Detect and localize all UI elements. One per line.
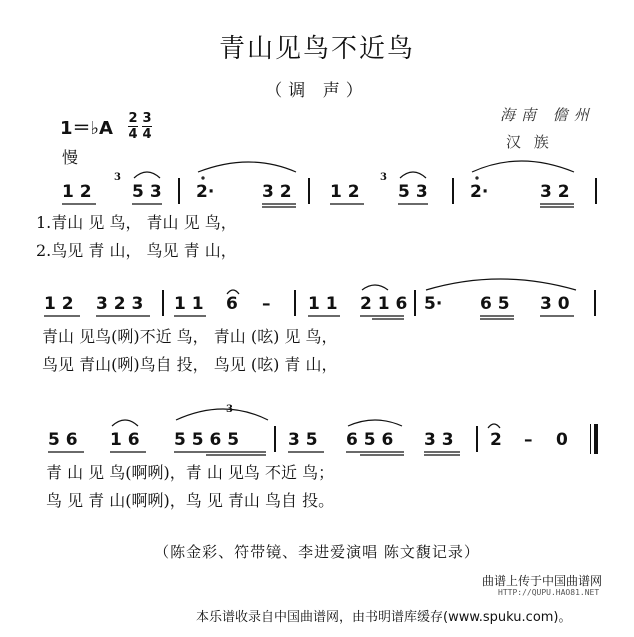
note-group: 3 2: [540, 182, 570, 202]
note-group: 1 2: [330, 182, 360, 202]
note-group: 53: [132, 182, 168, 202]
song-title: 青山见鸟不近鸟: [218, 34, 415, 64]
note-group: –: [524, 430, 533, 450]
note-group: 2: [490, 430, 502, 450]
note-group: 3 3: [424, 430, 454, 450]
lyric-line: 青 山 见 鸟(啊咧)，青 山 见鸟 不近 鸟；: [46, 463, 335, 482]
note-group: 3 2: [262, 182, 292, 202]
time-signature-a: 2 4: [128, 111, 138, 142]
note-group: 1 6: [110, 430, 140, 450]
watermark-url: HTTP://QUPU.HAO81.NET: [498, 588, 600, 597]
grace-note: 3: [114, 172, 121, 183]
note-group: 5 6: [48, 430, 78, 450]
final-bar-thin: [590, 424, 591, 454]
note-group: 6 5: [480, 294, 510, 314]
note-group: 53: [398, 182, 434, 202]
note-group: 0: [556, 430, 568, 450]
performer-credit: （陈金彩、符带镜、李进爱演唱 陈文馥记录）: [154, 543, 480, 561]
tempo-marking: 慢: [62, 148, 79, 167]
footer-note: 本乐谱收录自中国曲谱网，由书明谱库缓存(www.spuku.com)。: [196, 610, 572, 625]
note-group: 6: [226, 294, 238, 314]
triplet-mark: 3: [226, 404, 233, 415]
lyric-line: 鸟 见 青 山(啊咧)，鸟 见 青山 鸟自 投。: [46, 491, 335, 510]
note-group: 3 2 3: [96, 294, 144, 314]
bar-line: [178, 178, 180, 204]
final-bar-thick: [594, 424, 598, 454]
note-group: 1 2: [44, 294, 74, 314]
note-group: 3 0: [540, 294, 570, 314]
note-group: 5 5 6 5: [174, 430, 240, 450]
lyric-line: 1.青山 见 鸟， 青山 见 鸟，: [36, 213, 237, 232]
bar-line: [594, 290, 596, 316]
note-group: 2·: [470, 182, 489, 202]
lyric-line: 青山 见鸟(咧)不近 鸟， 青山 (呟) 见 鸟，: [42, 327, 338, 346]
bar-line: [414, 290, 416, 316]
key-signature: 1＝♭A: [60, 118, 113, 139]
note-group: 3 5: [288, 430, 318, 450]
note-group: 2·: [196, 182, 215, 202]
grace-note: 3: [380, 172, 387, 183]
note-group: –: [262, 294, 271, 314]
bar-line: [595, 178, 597, 204]
lyric-line: 鸟见 青山(咧)鸟自 投， 鸟见 (呟) 青 山，: [42, 355, 338, 374]
bar-line: [476, 426, 478, 452]
bar-line: [452, 178, 454, 204]
note-group: 1 1: [308, 294, 338, 314]
note-group: 5·: [424, 294, 443, 314]
ethnic-label: 汉 族: [506, 133, 553, 151]
note-group: 1 1: [174, 294, 204, 314]
bar-line: [162, 290, 164, 316]
bar-line: [294, 290, 296, 316]
note-group: 2 1 6: [360, 294, 408, 314]
bar-line: [308, 178, 310, 204]
note-group: 6 5 6: [346, 430, 394, 450]
note-group: 1 2: [62, 182, 92, 202]
watermark-text: 曲谱上传于中国曲谱网: [482, 574, 603, 588]
song-subtitle: （调 声）: [265, 81, 369, 101]
lyric-line: 2.鸟见 青 山， 鸟见 青 山，: [36, 241, 237, 260]
time-signature-b: 3 4: [142, 111, 152, 142]
bar-line: [274, 426, 276, 452]
origin-label: 海南 儋州: [500, 106, 595, 124]
